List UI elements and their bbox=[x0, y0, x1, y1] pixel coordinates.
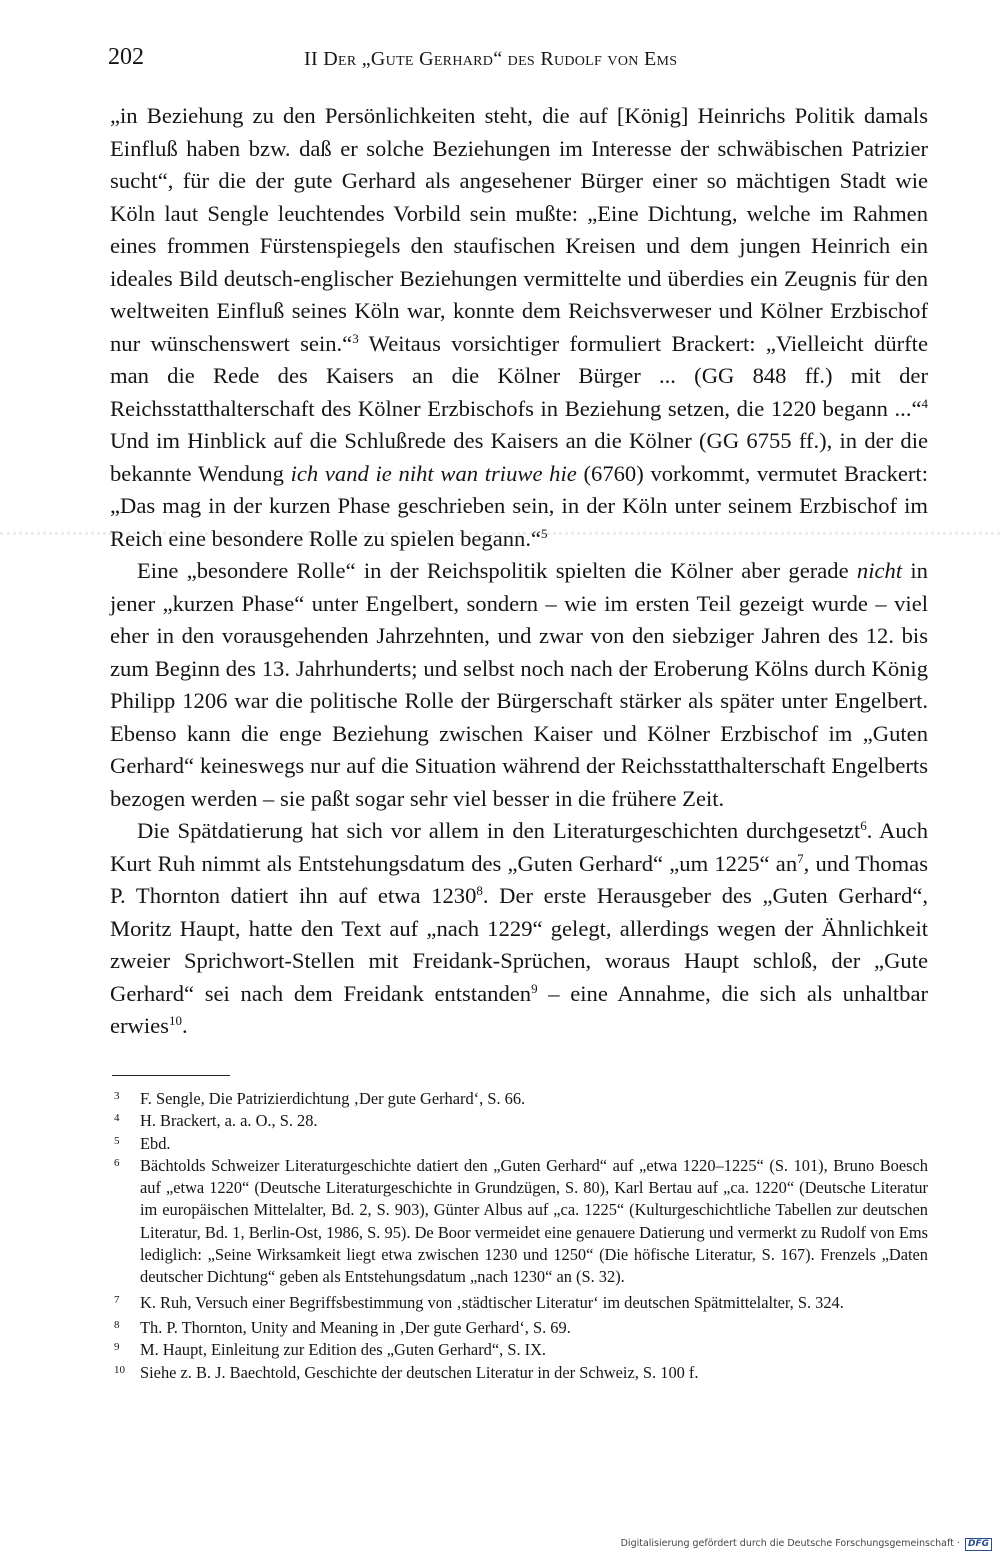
footnote-number: 7 bbox=[114, 1293, 120, 1306]
paragraph-1 bbox=[110, 100, 928, 555]
paragraph-2 bbox=[110, 555, 928, 815]
footnote-text: Ebd. bbox=[140, 1133, 171, 1153]
text-run: Und im Hinblick auf die Schlußrede des Kaisers an die Kölner (GG 6755 ff.), in der die bekannte Wendung bbox=[110, 428, 928, 486]
page-header bbox=[108, 40, 928, 80]
footnote-text: Siehe z. B. J. Baechtold, Geschichte der deutschen Literatur in der Schweiz, S. 100 f. bbox=[140, 1362, 699, 1382]
footnote-6 bbox=[110, 1155, 928, 1289]
text-run: , und Thomas P. Thornton datiert ihn auf etwa 1230 bbox=[110, 850, 928, 908]
footnote-ref-6[interactable]: 6 bbox=[860, 818, 867, 833]
text-run: in jener „kurzen Phase“ unter Engelbert, sondern – wie im ersten Teil gezeigt wurde – viel eher in den vorausgehenden Jahrzehnten, und zwar von den siebziger Jahren des 12. bis zum Beginn des 13. Jahrhunderts; und selbst noch nach der Eroberung Kölns durch König Philipp 1206 war die politische Rolle der Bürgerschaft stärker als später unter Engelbert. Ebenso kann die enge Beziehung zwischen Kaiser und Kölner Erzbischof im „Guten Gerhard“ keineswegs nur auf die Situation während der Reichsstatthalterschaft Engelberts bezogen werden – sie paßt sogar sehr viel besser in die frühere Zeit. bbox=[110, 558, 928, 811]
text-run: Eine „besondere Rolle“ in der Reichspolitik spielten die Kölner aber gerade bbox=[137, 558, 857, 583]
footnote-ref-7[interactable]: 7 bbox=[797, 850, 804, 866]
footnote-4 bbox=[110, 1110, 928, 1132]
text-run: . Auch Kurt Ruh nimmt als Entstehungsdatum des „Guten Gerhard“ „um 1225“ an bbox=[110, 818, 928, 876]
footnote-number: 5 bbox=[114, 1134, 120, 1147]
footnote-number: 8 bbox=[114, 1318, 120, 1331]
main-text bbox=[110, 100, 928, 1043]
footnote-text: Th. P. Thornton, Unity and Meaning in ‚Der gute Gerhard‘, S. 69. bbox=[140, 1317, 571, 1337]
dfg-logo-icon: DFG bbox=[965, 1538, 992, 1551]
footnote-text: Bächtolds Schweizer Literaturgeschichte datiert den „Guten Gerhard“ auf „etwa 1220–1225“ (S. 101), Bruno Boesch auf „etwa 1220“ (Deutsche Literaturgeschichte in Grundzügen, S. 80), Karl Bertau auf „ca. 1220“ (Deutsche Literatur im europäischen Mittelalter, Bd. 2, S. 903), Günter Albus auf „ca. 1225“ (Kulturgeschichtliche Tabellen zur deutschen Literatur, Bd. 1, Berlin-Ost, 1986, S. 95). De Boor vermeidet eine genauere Datierung und vermerkt zu Rudolf von Ems lediglich: „Seine Wirksamkeit liegt etwa zwischen 1230 und 1250“ (Die höfische Literatur, S. 167). Frenzels „Daten deutscher Dichtung“ geben als Entstehungsdatum „nach 1230“ an (S. 32). bbox=[140, 1155, 928, 1287]
text-run: Weitaus vorsichtiger formuliert Brackert: „Vielleicht dürfte man die Rede des Kaisers an die Kölner Bürger ... (GG 848 ff.) mit der Reichsstatthalterschaft des Kölner Erzbischofs in Beziehung setzen, die 1220 begann ...“ bbox=[110, 330, 928, 421]
footnote-number: 4 bbox=[114, 1112, 120, 1125]
footnote-number: 10 bbox=[114, 1363, 125, 1376]
text-run: „in Beziehung zu den Persönlichkeiten steht, die auf [König] Heinrichs Politik damals Einfluß haben bzw. daß er solche Beziehungen im Interesse der schwäbischen Patrizier sucht“, für die der gute Gerhard als angesehener Bürger einer so mächtigen Stadt wie Köln laut Sengle leuchtendes Vorbild sein mußte: „Eine Dichtung, welche im Rahmen eines frommen Fürstenspiegels den staufischen Kreisen und dem jungen Heinrich ein ideales Bild deutsch-englischer Beziehungen vermittelte und überdies ein Zeugnis für den weltweiten Einfluß seines Köln war, konnte dem Reichsverweser und Kölner Erzbischof nur wünschenswert sein.“ bbox=[110, 103, 928, 356]
footnote-ref-9[interactable]: 9 bbox=[531, 980, 538, 996]
text-run: (6760) vorkommt, vermutet Brackert: „Das mag in der kurzen Phase geschrieben sein, in der Köln unter seinem Erzbischof im Reich eine besondere Rolle zu spielen begann.“ bbox=[110, 460, 928, 551]
page-number: 202 bbox=[108, 44, 144, 70]
footnote-ref-10[interactable]: 10 bbox=[168, 1013, 182, 1028]
middle-high-german-quote: ich vand ie niht wan triuwe hie bbox=[290, 460, 577, 486]
footnote-text: M. Haupt, Einleitung zur Edition des „Guten Gerhard“, S. IX. bbox=[140, 1340, 547, 1360]
credit-text: Digitalisierung gefördert durch die Deutsche Forschungsgemeinschaft bbox=[620, 1538, 954, 1549]
paragraph-3 bbox=[110, 815, 928, 1043]
footnote-ref-8[interactable]: 8 bbox=[476, 883, 483, 898]
footnote-text: F. Sengle, Die Patrizierdichtung ‚Der gute Gerhard‘, S. 66. bbox=[140, 1089, 526, 1108]
footnote-number: 6 bbox=[114, 1156, 120, 1169]
footnote-8 bbox=[110, 1317, 928, 1339]
emphasis: nicht bbox=[856, 558, 903, 583]
footnote-number: 9 bbox=[114, 1341, 120, 1354]
footnote-separator bbox=[112, 1075, 230, 1076]
text-run: Die Spätdatierung hat sich vor allem in den Literaturgeschichten durchgesetzt bbox=[137, 818, 861, 843]
footnote-5 bbox=[110, 1133, 928, 1155]
footnote-number: 3 bbox=[114, 1090, 120, 1102]
footnote-3 bbox=[110, 1088, 928, 1110]
text-run: – eine Annahme, die sich als unhaltbar erwies bbox=[110, 980, 928, 1038]
digitization-credit: Digitalisierung gefördert durch die Deutsche Forschungsgemeinschaft · DFG bbox=[621, 1538, 992, 1551]
text-run: . Der erste Herausgeber des „Guten Gerhard“, Moritz Haupt, hatte den Text auf „nach 1229“ gelegt, allerdings wegen der Ähnlichkeit zweier Sprichwort-Stellen mit Freidank-Sprüchen, woraus Haupt schloß, der „Gute Gerhard“ sei nach dem Freidank entstanden bbox=[110, 883, 928, 1006]
footnote-ref-5[interactable]: 5 bbox=[541, 525, 548, 541]
footnote-10 bbox=[110, 1362, 928, 1384]
footnote-7 bbox=[110, 1292, 928, 1314]
running-head: II Der „Gute Gerhard“ des Rudolf von Ems bbox=[304, 48, 678, 70]
footnote-text: H. Brackert, a. a. O., S. 28. bbox=[140, 1111, 318, 1131]
footnote-ref-3[interactable]: 3 bbox=[352, 330, 359, 346]
footnote-text: K. Ruh, Versuch einer Begriffsbestimmung von ‚städtischer Literatur‘ im deutschen Spätmittelalter, S. 324. bbox=[140, 1292, 844, 1312]
footnote-ref-4[interactable]: 4 bbox=[921, 395, 928, 411]
footnote-9 bbox=[110, 1339, 928, 1361]
footnotes bbox=[110, 1088, 928, 1384]
text-run: . bbox=[181, 1013, 188, 1038]
